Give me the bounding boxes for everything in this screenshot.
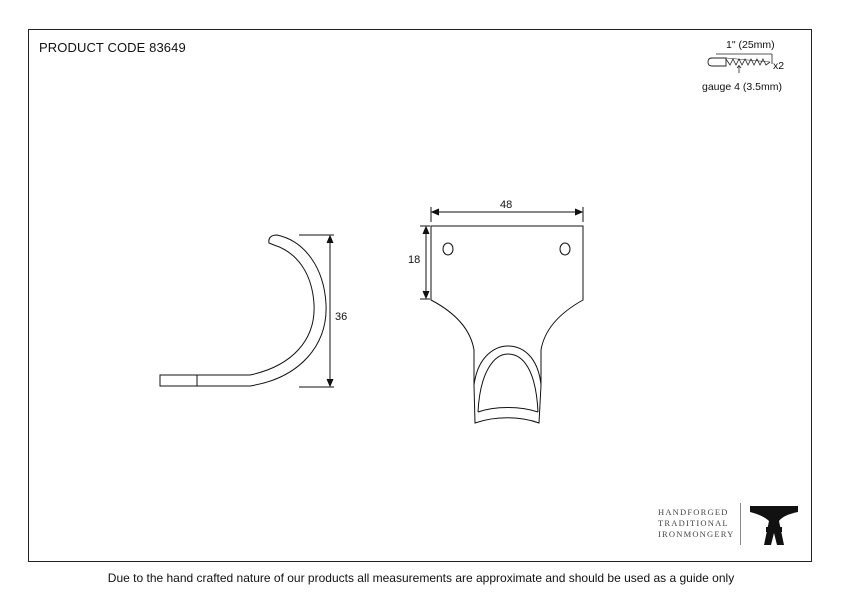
front-width-label: 48: [500, 199, 513, 211]
screw-hole-right: [560, 243, 570, 255]
screw-gauge: gauge 4 (3.5mm): [702, 81, 782, 93]
plate-height-label: 18: [408, 254, 421, 266]
backplate-outline: [431, 226, 583, 423]
disclaimer: Due to the hand crafted nature of our products all measurements are approximate and should be used as a guide only: [107, 571, 735, 585]
screw-quantity: x2: [773, 60, 785, 72]
anvil-icon: [748, 503, 800, 547]
logo-divider: [740, 503, 741, 545]
logo-text: [658, 507, 734, 540]
hook-outline: [160, 235, 326, 386]
dim-arrow-down: [327, 379, 333, 386]
screw-size: 1" (25mm): [726, 39, 775, 51]
side-height-label: 36: [335, 311, 348, 323]
front-view: [420, 207, 583, 423]
product-code: PRODUCT CODE 83649: [39, 40, 186, 55]
hook-tip: [478, 408, 538, 413]
logo-line-1: HANDFORGED: [658, 507, 729, 517]
hook-arch-inner: [478, 354, 538, 412]
logo-line-2: TRADITIONAL: [658, 518, 729, 528]
side-view: [160, 235, 334, 387]
company-logo: [652, 503, 802, 545]
dim-arrow-up: [327, 236, 333, 243]
screw-hole-left: [443, 243, 453, 255]
logo-line-3: IRONMONGERY: [658, 529, 735, 539]
